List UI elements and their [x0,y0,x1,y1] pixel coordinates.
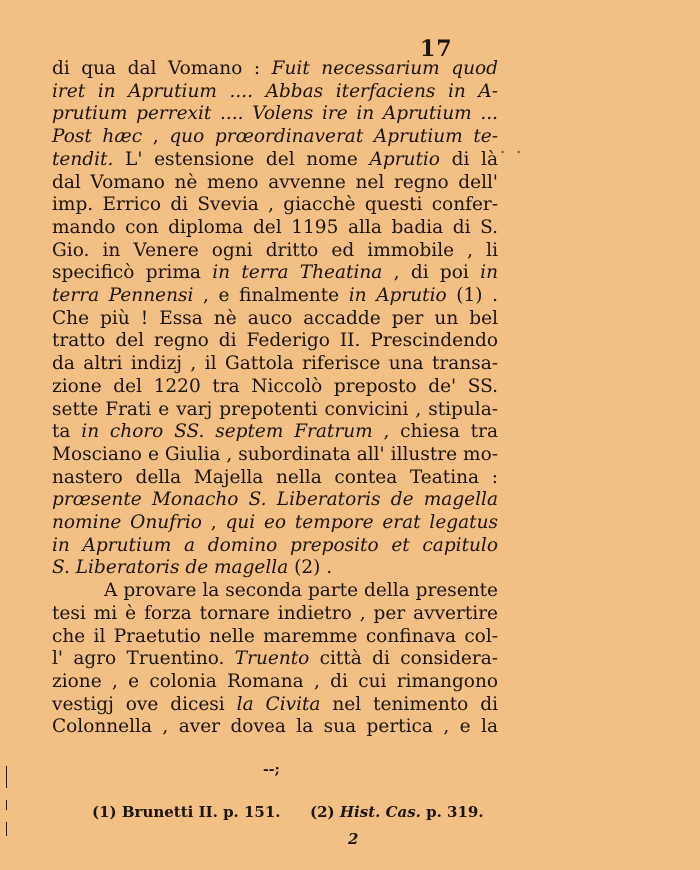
footnote-2-marker: (2) [310,803,335,821]
text-segment: di qua dal Vomano : [52,58,272,79]
text-segment: mando con diploma del 1195 alla badia di S. [52,216,498,238]
page-number: 17 [420,36,453,62]
text-segment: imp. Errico di Svevia , giacchè questi confer- [52,194,498,216]
text-segment: dal Vomano nè meno avvenne nel regno dell' [52,171,498,193]
italic-segment: nomine Onufrio [52,512,202,534]
footnote-2-text: p. 319. [426,803,484,821]
text-segment: specificò prima [52,262,213,284]
text-segment: , [201,512,226,534]
text-segment: Mosciano e Giulia , subordinata all' illustre mo- [52,443,498,465]
text-segment: zione , e colonia Romana , di cui rimangono [52,670,498,692]
footnote-1 [92,803,281,821]
footnote-2 [310,803,484,821]
text-line [52,285,498,308]
italic-segment: terra Pennensi [52,285,194,307]
italic-segment: qui eo tempore erat legatus [225,512,498,534]
italic-segment: in Aprutio [348,285,447,307]
text-line [52,330,498,353]
text-line [52,694,498,717]
text-segment: zione del 1220 tra Niccolò preposto de' SS. [52,375,498,397]
text-line [52,172,498,195]
text-segment: , chiesa tra [372,421,498,443]
text-line [52,126,498,149]
text-segment: di là [439,148,498,170]
text-segment: da altri indizj , il Gattola riferisce una transa- [52,353,498,375]
italic-segment: prœsente Monacho S. Liberatoris de magella [52,489,498,511]
text-segment: nastero della Majella nella contea Teatina : [52,466,498,488]
italic-segment: Fuit necessarium quod [271,58,498,79]
text-line [52,240,498,263]
text-line [52,308,498,331]
signature-mark: 2 [348,830,359,848]
text-line [52,716,498,739]
text-line [52,262,498,285]
body-text [52,58,498,739]
text-line [52,535,498,558]
text-segment: Colonnella , aver dovea la sua pertica , e la [52,716,498,738]
italic-segment: in terra Theatina [212,262,383,284]
text-line [52,648,498,671]
text-segment: che il Praetutio nelle maremme confinava col- [52,625,498,647]
text-segment: , [142,126,170,148]
italic-segment: Post hæc [52,126,143,148]
text-segment: tesi mi è forza tornare indietro , per avvertire [52,602,498,624]
text-segment: tratto del regno di Federigo II. Prescindendo [52,330,498,352]
text-segment: nel tenimento di [320,693,499,715]
footnote-1-text: Brunetti II. p. 151. [121,803,281,821]
text-line [52,103,498,126]
stray-marks: . . [500,138,525,157]
text-segment: Che più ! Essa nè auco accadde per un bel [52,307,498,329]
italic-segment: la Civita [236,693,321,715]
text-line [52,580,498,603]
italic-segment: in choro SS. septem Fratrum [81,421,373,443]
text-segment: , di poi [382,262,481,284]
footnote-1-marker: (1) [92,803,117,821]
text-segment: ta [52,421,82,443]
text-line [52,81,498,104]
text-segment: L' estensione del nome [113,148,370,170]
text-segment: (2) . [288,557,333,579]
text-segment: città di considera- [309,648,498,670]
text-line [52,671,498,694]
italic-segment: Aprutio [369,148,440,170]
text-line [52,399,498,422]
text-segment: sette Frati e varj prepotenti convicini , stipula- [52,398,498,420]
text-line [52,353,498,376]
text-line [52,421,498,444]
text-line [52,603,498,626]
italic-segment: iret in Aprutium .... Abbas iterfaciens in A- [52,80,498,102]
text-line [52,149,498,172]
text-line [52,512,498,535]
catchword: --; [263,762,280,778]
italic-segment: in Aprutium a domino preposito et capitulo [52,534,498,556]
text-line [52,626,498,649]
text-segment: , e finalmente [193,285,349,307]
text-segment: vestigj ove dicesi [52,693,237,715]
text-line [52,444,498,467]
footnote-2-source: Hist. Cas. [339,803,421,821]
text-segment: l' agro Truentino. [52,648,235,670]
text-line [52,376,498,399]
text-line [52,489,498,512]
text-line [52,217,498,240]
italic-segment: S. Liberatoris de magella [52,557,289,579]
text-segment: (1) . [446,285,498,307]
italic-segment: in [480,262,498,284]
text-line [52,194,498,217]
text-line [52,557,498,580]
italic-segment: quo prœordinaverat Aprutium te- [169,126,498,148]
text-segment: A provare la seconda parte della presente [104,580,498,602]
text-segment: Gio. in Venere ogni dritto ed immobile , li [52,239,498,261]
text-line [52,467,498,490]
italic-segment: Truento [234,648,310,670]
text-line [52,58,498,81]
italic-segment: tendit. [52,148,114,170]
margin-marks [6,766,10,846]
italic-segment: prutium perrexit .... Volens ire in Aprutium ... [52,103,498,125]
